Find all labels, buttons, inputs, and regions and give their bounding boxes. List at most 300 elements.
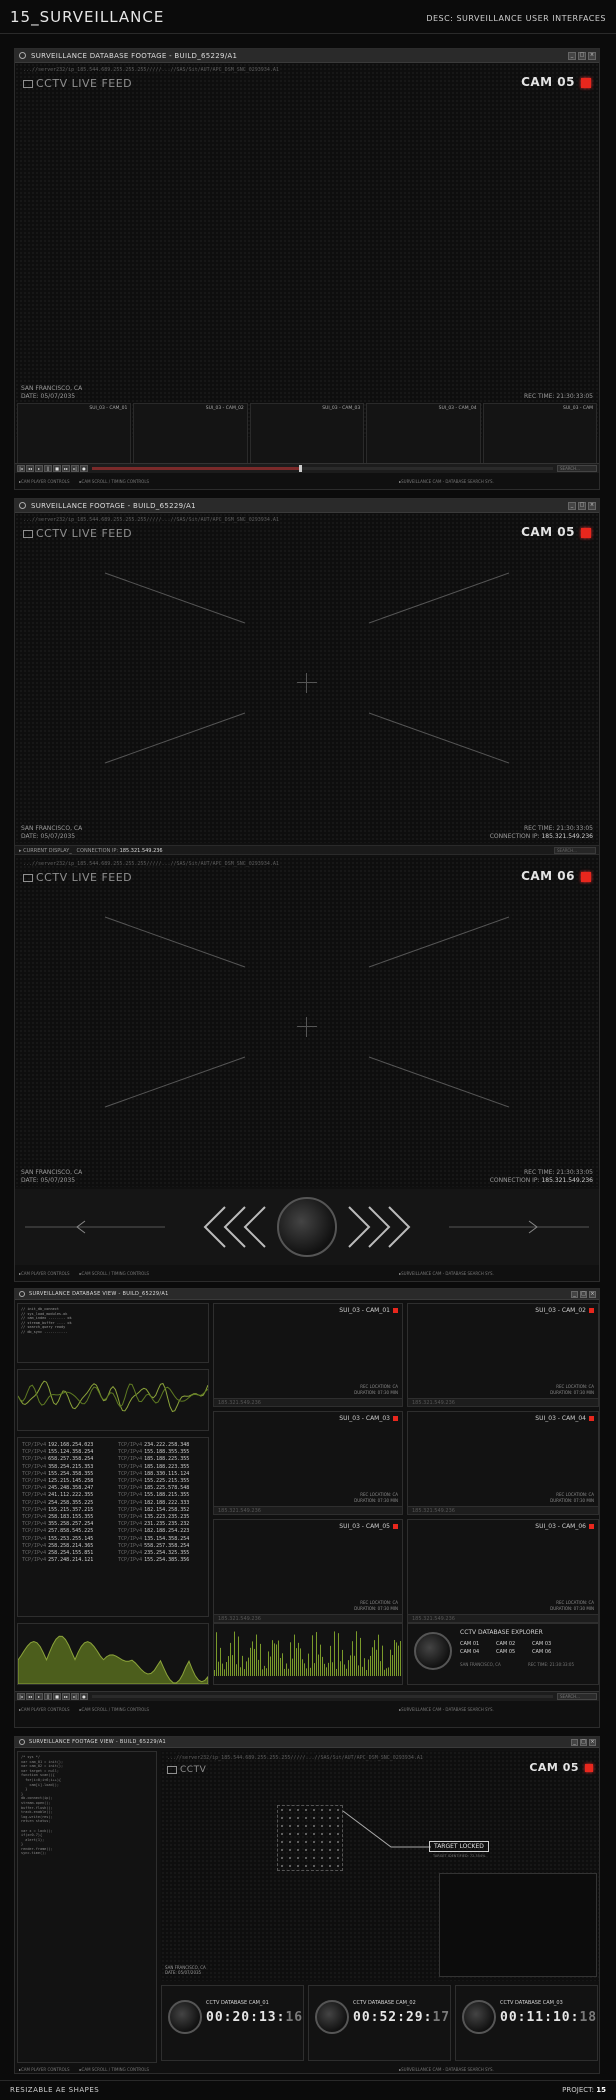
ip-key: TCP/IPv4: [118, 1550, 143, 1557]
maximize-icon[interactable]: □: [579, 52, 585, 58]
ip-value: 155.254.385.356: [144, 1557, 190, 1564]
ip-key: TCP/IPv4: [118, 1456, 143, 1463]
maximize-icon[interactable]: □: [581, 1739, 586, 1745]
footer-labels: [19, 1705, 494, 1713]
thumbnail[interactable]: [133, 403, 247, 469]
db-info: SAN FRANCISCO, CA: [460, 1662, 501, 1667]
panel-footer: [408, 1506, 598, 1514]
waveform-graph: [18, 1370, 208, 1422]
conn-label: CONNECTION IP:: [489, 833, 540, 840]
skip-forward-icon[interactable]: ▸|: [71, 465, 79, 472]
ip-key: TCP/IPv4: [118, 1542, 143, 1549]
cctv-label: CCTV LIVE FEED: [36, 527, 133, 540]
player-controls: [15, 1691, 599, 1701]
timer-ms: 18: [579, 2010, 598, 2025]
rec-location: REC LOCATION: CA: [360, 1492, 398, 1497]
foot-label: ▸ SURVEILLANCE CAM - DATABASE SEARCH SYS.: [399, 1271, 494, 1276]
ip-row: [22, 1521, 93, 1528]
rec-indicator-icon: [393, 1524, 398, 1529]
ip-value: 155.215.357.215: [48, 1506, 94, 1513]
crosshair-icon: [297, 1017, 317, 1037]
timer-hms: 00:20:13: [206, 2010, 277, 2025]
duration: DURATION: 07:30 MIN: [354, 1498, 398, 1503]
ip-key: TCP/IPv4: [118, 1557, 143, 1564]
skip-back-icon[interactable]: |◂: [17, 465, 25, 472]
ip-row: [118, 1507, 189, 1514]
ip-row: [22, 1500, 93, 1507]
camera-name: SUI_03 - CAM_05: [339, 1523, 390, 1530]
cctv-logo: [23, 77, 132, 90]
titlebar[interactable]: [15, 49, 599, 63]
camera-title: [535, 1307, 594, 1314]
db-explorer-panel: [407, 1623, 599, 1685]
video-feed[interactable]: [15, 513, 599, 843]
current-display: ▸ CURRENT DISPLAY_ CONNECTION IP: 185.321.549.236: [19, 848, 163, 854]
minimize-icon[interactable]: _: [568, 52, 576, 60]
ip-value: 245.248.358.247: [48, 1485, 94, 1492]
ip-value: 155.188.215.355: [144, 1492, 190, 1499]
ip-row: [22, 1471, 93, 1478]
rec-location: REC LOCATION: CA: [556, 1492, 594, 1497]
thumbnail[interactable]: [483, 403, 597, 469]
ip-key: TCP/IPv4: [22, 1542, 47, 1549]
camera-title: [339, 1415, 398, 1422]
thumbnail[interactable]: [250, 403, 364, 469]
ip-value: 182.188.254.223: [144, 1528, 190, 1535]
ip-value: 185.188.223.355: [144, 1463, 190, 1470]
maximize-icon[interactable]: □: [581, 1291, 586, 1297]
ip-value: 358.254.215.353: [48, 1463, 94, 1470]
timer-dial[interactable]: [462, 2000, 496, 2034]
rec-time: REC TIME: 21:30:33:05: [524, 393, 593, 400]
location-info: [21, 385, 82, 401]
ip-key: TCP/IPv4: [118, 1535, 143, 1542]
timer-hms: 00:52:29: [353, 2010, 424, 2025]
camera-name: SUI_03 - CAM_03: [339, 1415, 390, 1422]
ip-key: TCP/IPv4: [22, 1470, 47, 1477]
camera-ip: 185.321.549.236: [412, 1400, 455, 1406]
ip-value: 254.258.355.225: [48, 1499, 94, 1506]
ip-key: TCP/IPv4: [118, 1485, 143, 1492]
date: DATE: 05/07/2035: [21, 393, 76, 400]
ip-value: 125.215.145.258: [48, 1478, 94, 1485]
cam-name: CAM 06: [521, 869, 575, 883]
close-icon[interactable]: ×: [590, 1739, 595, 1745]
ip-value: 155.225.215.355: [144, 1478, 190, 1485]
timer-value: 00:11:10:18: [500, 2010, 598, 2025]
footer-left: RESIZABLE AE SHAPES: [10, 2086, 100, 2094]
timer-panel[interactable]: [455, 1985, 598, 2061]
file-path: ...//server232/ip_185.544.689.255.255.255/////...//SAS/Sit/AUT/APC_DSM_SNC_0293934.A1: [167, 1755, 423, 1761]
timer-ms: 17: [432, 2010, 451, 2025]
record-icon[interactable]: ●: [80, 1693, 88, 1700]
ip-key: TCP/IPv4: [118, 1492, 143, 1499]
db-cam[interactable]: CAM 06: [532, 1649, 552, 1655]
close-icon[interactable]: ×: [590, 1291, 595, 1297]
camera-title: [339, 1307, 398, 1314]
foot-label: ▸ SURVEILLANCE CAM - DATABASE SEARCH SYS.: [399, 2067, 494, 2072]
ip-key: TCP/IPv4: [118, 1514, 143, 1521]
footer-labels: [19, 2065, 494, 2073]
forward-icon[interactable]: ▸▸: [63, 1694, 68, 1699]
ip-key: TCP/IPv4: [22, 1528, 47, 1535]
ip-key: TCP/IPv4: [22, 1485, 47, 1492]
rec-indicator-icon: [589, 1524, 594, 1529]
ip-value: 257.248.214.121: [48, 1557, 94, 1564]
rec-location: REC LOCATION: CA: [556, 1384, 594, 1389]
rec-info: [354, 1384, 398, 1396]
bar-noise-graph: [214, 1624, 402, 1684]
file-path: ...//server232/ip_185.544.689.255.255.255/////...//SAS/Sit/AUT/APC_DSM_SNC_0293934.A1: [23, 67, 279, 73]
rewind-icon[interactable]: ◂◂: [27, 1694, 32, 1699]
rec-location: REC LOCATION: CA: [360, 1384, 398, 1389]
camera-panel[interactable]: [213, 1411, 403, 1515]
cctv-label: CCTV: [180, 1765, 207, 1775]
foot-label: ▸ SURVEILLANCE CAM - DATABASE SEARCH SYS.: [399, 479, 494, 484]
foot-label: ▸ CAM PLAYER CONTROLS: [19, 2067, 70, 2072]
ip-key: TCP/IPv4: [22, 1514, 47, 1521]
ip-key: TCP/IPv4: [22, 1535, 47, 1542]
location-info: [21, 1169, 82, 1185]
ip-row: [22, 1485, 93, 1492]
pause-icon[interactable]: ||: [44, 1693, 52, 1700]
ip-key: TCP/IPv4: [118, 1470, 143, 1477]
panel-footer: [214, 1614, 402, 1622]
rec-indicator-icon: [393, 1416, 398, 1421]
cctv-label: CCTV LIVE FEED: [36, 871, 133, 884]
ip-value: 182.154.258.352: [144, 1506, 190, 1513]
camera-panel[interactable]: [407, 1519, 599, 1623]
ip-key: TCP/IPv4: [22, 1456, 47, 1463]
minimize-icon[interactable]: _: [571, 1739, 578, 1746]
ip-value: 235.254.325.355: [144, 1550, 190, 1557]
camera-panel[interactable]: [213, 1519, 403, 1623]
ip-row: [118, 1550, 189, 1557]
camera-ip: 185.321.549.236: [218, 1400, 261, 1406]
footer-labels: [19, 477, 494, 485]
timer-dial[interactable]: [315, 2000, 349, 2034]
camera-panel[interactable]: [213, 1303, 403, 1407]
ip-row: [118, 1521, 189, 1528]
footage-window-1: [14, 48, 600, 490]
timer-panel[interactable]: [161, 1985, 304, 2061]
db-explorer-title: CCTV DATABASE EXPLORER: [460, 1629, 543, 1636]
duration: DURATION: 07:30 MIN: [550, 1390, 594, 1395]
camera-icon: [23, 80, 33, 88]
ip-value: 188.330.115.124: [144, 1470, 190, 1477]
ip-value: 182.188.222.333: [144, 1499, 190, 1506]
rec-info: [550, 1600, 594, 1612]
foot-label: ▸ CAM SCROLL / TIMING CONTROLS: [80, 1271, 150, 1276]
search-input[interactable]: SEARCH...: [554, 847, 596, 854]
titlebar[interactable]: [15, 499, 599, 513]
db-cam[interactable]: CAM 05: [496, 1649, 516, 1655]
skip-back-icon[interactable]: |◂: [17, 1693, 25, 1700]
forward-icon[interactable]: ▸▸: [63, 466, 68, 471]
rec-time: REC TIME: 21:30:33:05: [524, 825, 593, 832]
camera-ip: 185.321.549.236: [218, 1616, 261, 1622]
camera-title: [535, 1523, 594, 1530]
code-panel: [17, 1751, 157, 2063]
ip-column-a: [22, 1442, 93, 1564]
timeline-slider[interactable]: [92, 467, 553, 470]
connection-bar: [15, 845, 599, 855]
rec-time: REC TIME: 21:30:33:05: [524, 1169, 593, 1176]
panel-footer: [214, 1398, 402, 1406]
date: DATE: 05/07/2035: [21, 1177, 76, 1184]
ip-key: TCP/IPv4: [22, 1449, 47, 1456]
page-description: DESC: SURVEILLANCE USER INTERFACES: [426, 14, 606, 23]
db-dial[interactable]: [414, 1632, 452, 1670]
footer-bar: [0, 2080, 616, 2100]
jog-dial-knob[interactable]: [277, 1197, 337, 1257]
foot-label: ▸ CAM SCROLL / TIMING CONTROLS: [80, 1707, 150, 1712]
ip-value: 658.257.358.254: [48, 1456, 94, 1463]
panel-footer: [408, 1614, 598, 1622]
ip-value: 155.188.355.355: [144, 1449, 190, 1456]
db-cam[interactable]: CAM 03: [532, 1641, 552, 1647]
thumb-label: SUI_03 - CAM_01: [89, 406, 128, 411]
rec-indicator-icon: [589, 1416, 594, 1421]
location: SAN FRANCISCO, CA: [21, 825, 83, 832]
ip-row: [22, 1492, 93, 1499]
cam-name: CAM 05: [521, 75, 575, 89]
camera-title: [339, 1523, 398, 1530]
search-input[interactable]: SEARCH...: [557, 465, 597, 472]
maximize-icon[interactable]: □: [579, 502, 585, 508]
camera-ip: 185.321.549.236: [412, 1508, 455, 1514]
timer-title: CCTV DATABASE CAM_03: [500, 2000, 563, 2006]
ip-row: [22, 1507, 93, 1514]
ip-row: [22, 1464, 93, 1471]
header-bar: [0, 0, 616, 34]
timer-title: CCTV DATABASE CAM_01: [206, 2000, 269, 2006]
ip-value: 234.222.258.348: [144, 1442, 190, 1448]
ip-row: [118, 1485, 189, 1492]
ip-row: [118, 1471, 189, 1478]
rec-info: [550, 1492, 594, 1504]
ip-row: [118, 1442, 189, 1449]
camera-name: SUI_03 - CAM_04: [535, 1415, 586, 1422]
ip-key: TCP/IPv4: [22, 1557, 47, 1564]
foot-label: ▸ CAM PLAYER CONTROLS: [19, 1271, 70, 1276]
ip-row: [118, 1456, 189, 1463]
ip-key: TCP/IPv4: [22, 1478, 47, 1485]
ip-value: 558.257.358.254: [144, 1542, 190, 1549]
ip-row: [118, 1557, 189, 1564]
close-icon[interactable]: ×: [589, 52, 595, 58]
timer-dial[interactable]: [168, 2000, 202, 2034]
record-icon[interactable]: ●: [80, 465, 88, 472]
ip-value: 135.154.358.254: [144, 1535, 190, 1542]
thumbnail[interactable]: [366, 403, 480, 469]
camera-panel[interactable]: [407, 1303, 599, 1407]
ip-key: TCP/IPv4: [118, 1499, 143, 1506]
ip-value: 258.254.155.851: [48, 1550, 94, 1557]
rec-info: [354, 1600, 398, 1612]
ip-row: [118, 1492, 189, 1499]
ip-value: 185.188.225.355: [144, 1456, 190, 1463]
app-icon: [19, 1291, 25, 1297]
app-icon: [19, 52, 26, 59]
ip-value: 185.225.578.548: [144, 1485, 190, 1492]
ip-value: 258.183.155.355: [48, 1514, 94, 1521]
project-number: 15: [596, 2086, 606, 2094]
ip-key: TCP/IPv4: [118, 1521, 143, 1528]
project-label: PROJECT:: [562, 2086, 595, 2094]
footage-window-2: [14, 498, 600, 1282]
duration: DURATION: 07:30 MIN: [550, 1498, 594, 1503]
camera-name: SUI_03 - CAM_02: [535, 1307, 586, 1314]
timer-value: 00:20:13:16: [206, 2010, 304, 2025]
duration: DURATION: 07:30 MIN: [354, 1606, 398, 1611]
target-locked-label: TARGET LOCKED: [429, 1841, 489, 1852]
ip-column-b: [118, 1442, 189, 1564]
conn-label: CONNECTION IP:: [489, 1177, 540, 1184]
search-input[interactable]: SEARCH...: [557, 1693, 597, 1700]
terminal-panel: [17, 1303, 209, 1363]
ip-row: [22, 1478, 93, 1485]
conn-ip: 185.321.549.236: [119, 848, 163, 854]
ip-row: [118, 1464, 189, 1471]
ip-row: [118, 1536, 189, 1543]
location-info: [21, 825, 82, 841]
ip-row: [22, 1528, 93, 1535]
ip-value: 258.258.214.365: [48, 1542, 94, 1549]
ip-row: [118, 1528, 189, 1535]
timer-hms: 00:11:10: [500, 2010, 571, 2025]
camera-title: [535, 1415, 594, 1422]
db-cam[interactable]: CAM 04: [460, 1649, 480, 1655]
ip-row: [22, 1456, 93, 1463]
skip-forward-icon[interactable]: ▸|: [71, 1693, 79, 1700]
ip-row: [22, 1543, 93, 1550]
db-cam[interactable]: CAM 01: [460, 1641, 480, 1647]
ip-value: 192.168.254.023: [48, 1442, 94, 1448]
ip-key: TCP/IPv4: [22, 1499, 47, 1506]
thumb-label: SUI_03 - CAM_04: [438, 406, 477, 411]
timer-title: CCTV DATABASE CAM_02: [353, 2000, 416, 2006]
ip-value: 241.112.222.355: [48, 1492, 94, 1499]
window-title: SURVEILLANCE DATABASE FOOTAGE - BUILD_65229/A1: [31, 52, 238, 60]
ip-row: [118, 1514, 189, 1521]
ip-row: [22, 1442, 93, 1449]
ip-value: 155.253.255.145: [48, 1535, 94, 1542]
rec-info: [490, 1169, 593, 1185]
ip-key: TCP/IPv4: [22, 1521, 47, 1528]
ip-value: 155.254.358.355: [48, 1470, 94, 1477]
stop-icon[interactable]: ■: [53, 1693, 61, 1700]
camera-name: SUI_03 - CAM_06: [535, 1523, 586, 1530]
timer-value: 00:52:29:17: [353, 2010, 451, 2025]
camera-ip: 185.321.549.236: [412, 1616, 455, 1622]
ip-key: TCP/IPv4: [22, 1463, 47, 1470]
page-title: 15_SURVEILLANCE: [10, 8, 165, 26]
db-cam[interactable]: CAM 02: [496, 1641, 516, 1647]
conn-ip: 185.321.549.236: [541, 1177, 593, 1184]
ip-key: TCP/IPv4: [22, 1550, 47, 1557]
ip-value: 355.258.257.254: [48, 1521, 94, 1528]
rec-location: REC LOCATION: CA: [556, 1600, 594, 1605]
ip-value: 155.124.358.254: [48, 1449, 94, 1456]
cam-name: CAM 05: [529, 1761, 579, 1774]
close-icon[interactable]: ×: [589, 502, 595, 508]
ip-value: 231.235.235.232: [144, 1521, 190, 1528]
video-feed[interactable]: [161, 1751, 599, 1981]
terminal-text: // init_db_connect // sys_load_modules.ok // cam_index ........ ok // stream_buffer .... ok // search_query ready // db_sync ...........: [21, 1307, 72, 1334]
minimize-icon[interactable]: _: [571, 1291, 578, 1298]
rec-indicator-icon: [393, 1308, 398, 1313]
ip-list-panel: [17, 1437, 209, 1617]
ip-key: TCP/IPv4: [118, 1528, 143, 1535]
play-icon[interactable]: ▸: [35, 465, 43, 472]
rec-indicator-icon: [581, 78, 591, 88]
player-controls: [15, 463, 599, 473]
panel-footer: [408, 1398, 598, 1406]
ip-row: [22, 1550, 93, 1557]
titlebar[interactable]: [15, 1737, 599, 1748]
inset-view[interactable]: [439, 1873, 597, 1977]
window-title: SURVEILLANCE FOOTAGE - BUILD_65229/A1: [31, 502, 196, 510]
video-feed[interactable]: [15, 63, 599, 437]
minimize-icon[interactable]: _: [568, 502, 576, 510]
target-sub: TARGET IDENTIFIED: 72.354%: [433, 1854, 486, 1858]
current-display-label: CURRENT DISPLAY_: [23, 848, 72, 854]
location: SAN FRANCISCO, CA: [21, 385, 83, 392]
area-graph: [18, 1624, 208, 1684]
rewind-icon[interactable]: ◂◂: [27, 466, 32, 471]
ip-key: TCP/IPv4: [22, 1492, 47, 1499]
play-icon[interactable]: ▸: [35, 1693, 43, 1700]
ip-key: TCP/IPv4: [22, 1442, 47, 1448]
window-title: SURVEILLANCE FOOTAGE VIEW - BUILD_65229/A1: [29, 1739, 167, 1745]
footage-view-window: [14, 1736, 600, 2074]
thumbnail[interactable]: [17, 403, 131, 469]
timer-ms: 16: [285, 2010, 304, 2025]
foot-label: ▸ CAM PLAYER CONTROLS: [19, 479, 70, 484]
file-path: ...//server232/ip_185.544.689.255.255.255/////...//SAS/Sit/AUT/APC_DSM_SNC_0293934.A1: [23, 517, 279, 523]
video-feed-2[interactable]: [15, 857, 599, 1187]
ip-key: TCP/IPv4: [118, 1506, 143, 1513]
ip-key: TCP/IPv4: [118, 1478, 143, 1485]
ip-row: [118, 1543, 189, 1550]
thumb-label: SUI_03 - CAM_03: [322, 406, 361, 411]
graph-panel-3: [213, 1623, 403, 1685]
titlebar[interactable]: [15, 1289, 599, 1300]
camera-panel[interactable]: [407, 1411, 599, 1515]
pause-icon[interactable]: ||: [44, 465, 52, 472]
camera-name: SUI_03 - CAM_01: [339, 1307, 390, 1314]
app-icon: [19, 1739, 25, 1745]
app-icon: [19, 502, 26, 509]
ip-value: 135.223.235.235: [144, 1514, 190, 1521]
timer-panel[interactable]: [308, 1985, 451, 2061]
ip-value: 257.858.545.225: [48, 1528, 94, 1535]
date: DATE: 05/07/2035: [165, 1970, 202, 1975]
cam-name: CAM 05: [521, 525, 575, 539]
timeline-slider[interactable]: [92, 1695, 553, 1698]
ip-key: TCP/IPv4: [118, 1442, 143, 1448]
duration: DURATION: 07:30 MIN: [550, 1606, 594, 1611]
ip-row: [22, 1514, 93, 1521]
foot-label: ▸ CAM SCROLL / TIMING CONTROLS: [80, 2067, 150, 2072]
stop-icon[interactable]: ■: [53, 465, 61, 472]
ip-row: [22, 1557, 93, 1564]
footer-project: [562, 2086, 606, 2094]
conn-ip: 185.321.549.236: [541, 833, 593, 840]
window-title: SURVEILLANCE DATABASE VIEW - BUILD_65229/A1: [29, 1291, 169, 1297]
file-path: ...//server232/ip_185.544.689.255.255.255/////...//SAS/Sit/AUT/APC_DSM_SNC_0293934.A1: [23, 861, 279, 867]
